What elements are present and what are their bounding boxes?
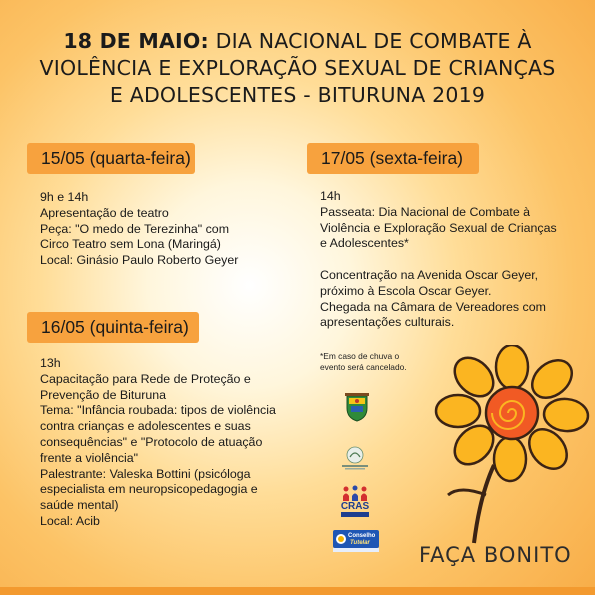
day2-line: Prevenção de Bituruna bbox=[40, 387, 167, 402]
day3-header: 17/05 (sexta-feira) bbox=[307, 143, 479, 174]
rain-note bbox=[320, 351, 407, 373]
title-line-3: E ADOLESCENTES - BITURUNA 2019 bbox=[109, 83, 486, 107]
day3-line: apresentações culturais. bbox=[320, 315, 455, 330]
day2-line: saúde mental) bbox=[40, 498, 119, 513]
title-line-1-rest: DIA NACIONAL DE COMBATE À bbox=[208, 29, 532, 53]
institution-logo-icon bbox=[338, 445, 372, 471]
day2-line: consequências" e "Protocolo de atuação bbox=[40, 434, 263, 449]
day3-line: próximo à Escola Oscar Geyer. bbox=[320, 283, 492, 298]
day2-details bbox=[40, 356, 276, 530]
day1-line: Peça: "O medo de Terezinha" com bbox=[40, 221, 230, 236]
page-title bbox=[0, 28, 595, 109]
day1-header: 15/05 (quarta-feira) bbox=[27, 143, 195, 174]
rain-note-line: evento será cancelado. bbox=[320, 362, 407, 372]
day2-line: frente a violência" bbox=[40, 450, 139, 465]
day2-line: Palestrante: Valeska Bottini (psicóloga bbox=[40, 466, 251, 481]
day2-line: Tema: "Infância roubada: tipos de violência bbox=[40, 403, 276, 418]
day3-line bbox=[320, 252, 557, 268]
rain-note-line: *Em caso de chuva o bbox=[320, 351, 400, 361]
day3-details bbox=[320, 189, 557, 331]
campaign-name: FAÇA BONITO bbox=[419, 543, 572, 567]
day2-header: 16/05 (quinta-feira) bbox=[27, 312, 199, 343]
day2-line: contra crianças e adolescentes e suas bbox=[40, 419, 251, 434]
day1-line: Apresentação de teatro bbox=[40, 205, 169, 220]
day2-line: Capacitação para Rede de Proteção e bbox=[40, 371, 251, 386]
day1-line: Circo Teatro sem Lona (Maringá) bbox=[40, 237, 221, 252]
day3-line: Passeata: Dia Nacional de Combate à bbox=[320, 204, 531, 219]
cras-label: CRAS bbox=[340, 501, 370, 512]
day1-details bbox=[40, 190, 238, 269]
day3-line: Violência e Exploração Sexual de Crianças bbox=[320, 220, 557, 235]
day1-line: 9h e 14h bbox=[40, 190, 89, 204]
title-line-2: VIOLÊNCIA E EXPLORAÇÃO SEXUAL DE CRIANÇAS bbox=[39, 56, 556, 80]
title-date: 18 DE MAIO: bbox=[63, 29, 209, 53]
municipality-crest-icon bbox=[343, 392, 371, 422]
day3-line: Concentração na Avenida Oscar Geyer, bbox=[320, 267, 539, 282]
title-line-1 bbox=[0, 28, 595, 55]
day2-line: 13h bbox=[40, 356, 61, 370]
day2-line: Local: Acib bbox=[40, 513, 100, 528]
tutelar-label: Tutelar bbox=[350, 540, 370, 546]
day1-line: Local: Ginásio Paulo Roberto Geyer bbox=[40, 253, 239, 268]
day2-line: especialista em neuropsicopedagogia e bbox=[40, 482, 258, 497]
bottom-band bbox=[0, 587, 595, 595]
flower-icon bbox=[430, 345, 590, 545]
conselho-label: Conselho bbox=[348, 533, 376, 539]
day3-line: e Adolescentes* bbox=[320, 236, 409, 251]
day3-line: Chegada na Câmara de Vereadores com bbox=[320, 299, 546, 314]
day3-line: 14h bbox=[320, 189, 341, 203]
